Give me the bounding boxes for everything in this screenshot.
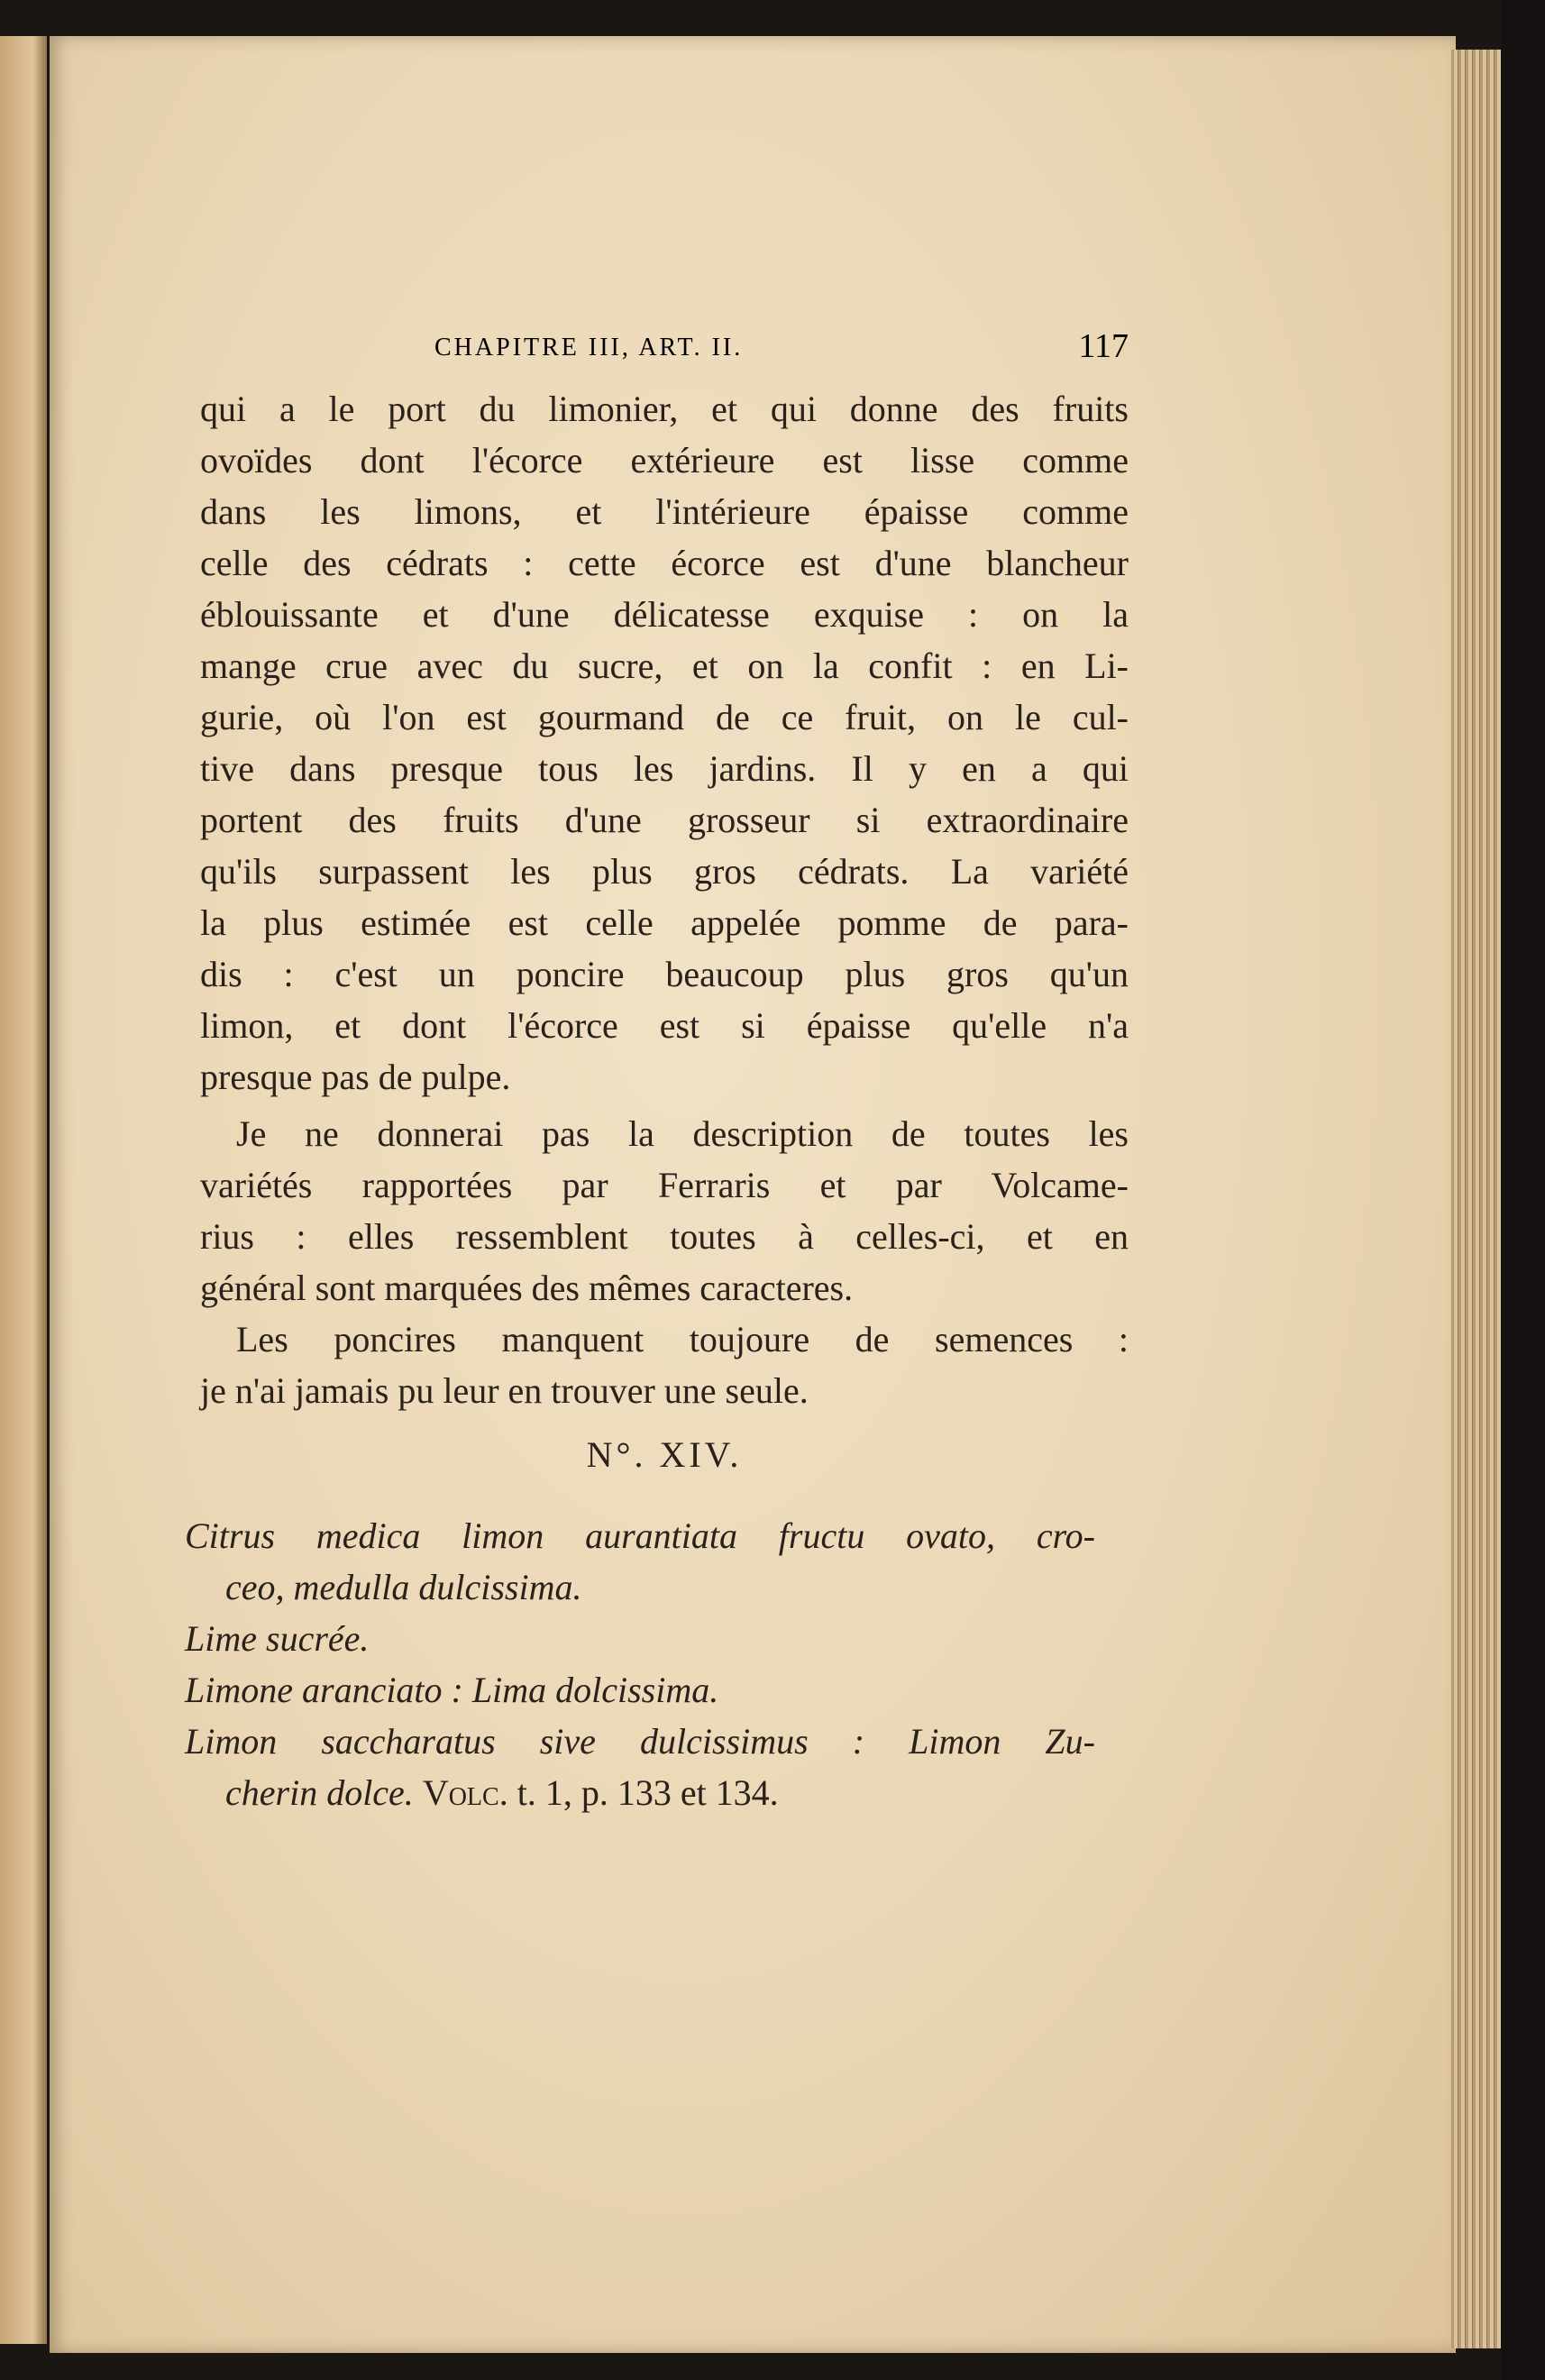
text-line: qu'ils surpassent les plus gros cédrats. La variété xyxy=(200,851,1129,892)
text-line: qui a le port du limonier, et qui donne des fruits xyxy=(200,389,1129,429)
page-number: 117 xyxy=(1078,327,1129,365)
synonym-text: cherin dolce. xyxy=(225,1772,414,1813)
text-line: dans les limons, et l'intérieure épaisse comme xyxy=(200,491,1129,532)
page-edges xyxy=(1451,50,1505,2348)
section-heading: N°. XIV. xyxy=(586,1434,743,1475)
text-line: Les poncires manquent toujoure de semences : xyxy=(236,1319,1129,1359)
text-line: celle des cédrats : cette écorce est d'une blancheur xyxy=(200,543,1129,583)
reference-author: Volc. xyxy=(422,1772,508,1813)
text-line: mange crue avec du sucre, et on la confit : en Li- xyxy=(200,645,1129,686)
synonyms-list xyxy=(185,1510,1095,1818)
text-line: la plus estimée est celle appelée pomme de para- xyxy=(200,902,1129,943)
text-line: tive dans presque tous les jardins. Il y en a qui xyxy=(200,748,1129,789)
background-shadow xyxy=(1501,0,1545,2380)
running-title: CHAPITRE III, ART. II. xyxy=(434,334,744,362)
text-line: rius : elles ressemblent toutes à celles-ci, et en xyxy=(200,1216,1129,1257)
left-page-edge xyxy=(0,36,47,2344)
body-text xyxy=(200,383,1129,1416)
paragraph xyxy=(200,383,1129,1103)
synonym-line-reference xyxy=(185,1767,1095,1818)
text-line: limon, et dont l'écorce est si épaisse qu'elle n'a xyxy=(200,1005,1129,1046)
text-line: presque pas de pulpe. xyxy=(200,1057,511,1097)
text-line: portent des fruits d'une grosseur si extraordinaire xyxy=(200,800,1129,840)
synonym-line: Citrus medica limon aurantiata fructu ovato, cro- xyxy=(185,1515,1095,1556)
paragraph xyxy=(200,1108,1129,1314)
text-line: éblouissante et d'une délicatesse exquise : on la xyxy=(200,594,1129,635)
synonym-line: Limon saccharatus sive dulcissimus : Limon Zu- xyxy=(185,1721,1095,1762)
text-line: je n'ai jamais pu leur en trouver une seule. xyxy=(200,1370,809,1411)
text-line: gurie, où l'on est gourmand de ce fruit, on le cul- xyxy=(200,697,1129,737)
text-line: dis : c'est un poncire beaucoup plus gros qu'un xyxy=(200,954,1129,994)
synonym-line: Lime sucrée. xyxy=(185,1618,370,1659)
reference-citation: t. 1, p. 133 et 134. xyxy=(517,1772,779,1813)
synonym-line: ceo, medulla dulcissima. xyxy=(225,1567,582,1607)
text-line: Je ne donnerai pas la description de toutes les xyxy=(236,1113,1129,1154)
text-line: variétés rapportées par Ferraris et par Volcame- xyxy=(200,1165,1129,1205)
synonym-line: Limone aranciato : Lima dolcissima. xyxy=(185,1670,719,1710)
running-head xyxy=(200,326,1129,371)
text-line: ovoïdes dont l'écorce extérieure est lisse comme xyxy=(200,440,1129,481)
text-line: général sont marquées des mêmes caracteres. xyxy=(200,1268,854,1308)
paragraph xyxy=(200,1314,1129,1416)
